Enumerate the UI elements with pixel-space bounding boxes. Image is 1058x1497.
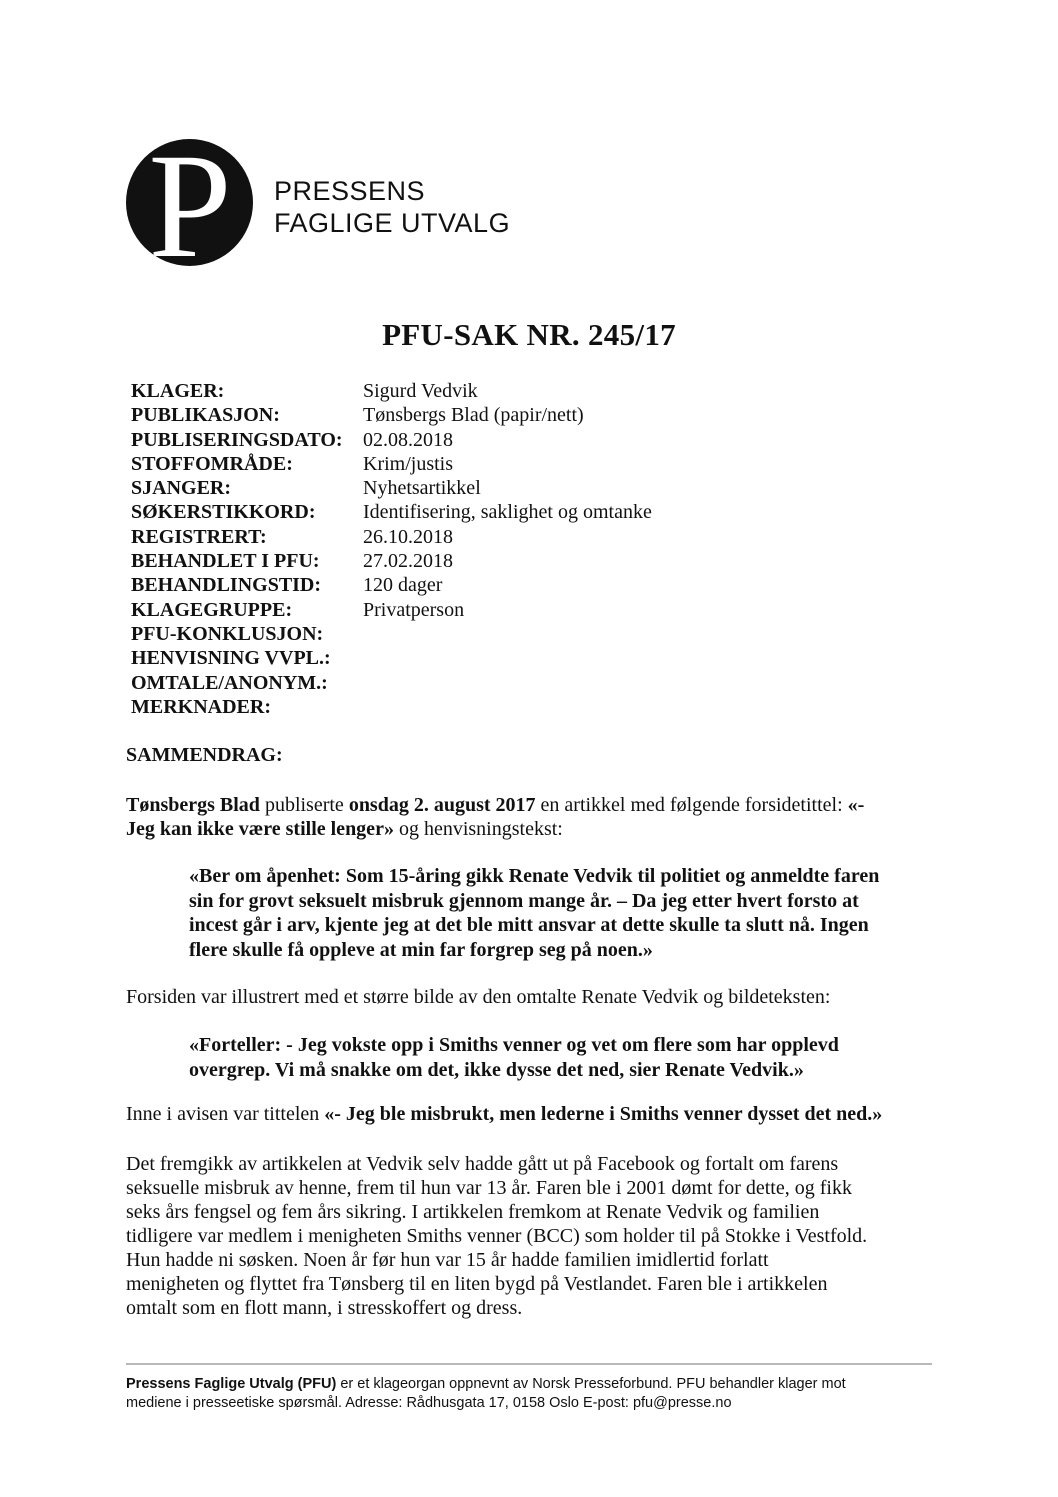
meta-label: MERKNADER: xyxy=(131,695,271,718)
meta-value: Sigurd Vedvik xyxy=(363,380,478,402)
intro-front-title: Jeg kan ikke være stille lenger» xyxy=(126,818,394,840)
inside-title-text: Inne i avisen var tittelen xyxy=(126,1103,325,1125)
meta-value: 02.08.2018 xyxy=(363,428,453,451)
meta-label: PUBLIKASJON: xyxy=(131,404,280,427)
meta-value: 120 dager xyxy=(363,574,443,597)
intro-quote-open: «- xyxy=(847,794,865,816)
article-line: Det fremgikk av artikkelen at Vedvik selv hadde gått ut på Facebook og fortalt om farens xyxy=(126,1153,839,1175)
logo-mark-letter: P xyxy=(148,139,232,266)
meta-label: BEHANDLINGSTID: xyxy=(131,574,322,597)
inside-title: «- Jeg ble misbrukt, men lederne i Smiths venner dysset det ned.» xyxy=(324,1103,883,1125)
intro-line-2 xyxy=(126,817,926,841)
article-line: omtalt som en flott mann, i stresskoffert og dress. xyxy=(126,1297,523,1319)
meta-value: Tønsbergs Blad (papir/nett) xyxy=(363,404,584,427)
quote-caption xyxy=(189,1033,929,1082)
meta-label: KLAGER: xyxy=(131,380,225,402)
meta-label: KLAGEGRUPPE: xyxy=(131,598,293,621)
intro-line-1 xyxy=(126,793,926,817)
meta-label: HENVISNING VVPL.: xyxy=(131,647,331,670)
meta-label: SØKERSTIKKORD: xyxy=(131,501,316,524)
summary-heading: SAMMENDRAG: xyxy=(126,744,283,766)
quote-reference-text xyxy=(189,864,929,962)
footer-line-1: er et klageorgan oppnevnt av Norsk Presseforbund. PFU behandler klager mot xyxy=(336,1376,846,1392)
logo-p-glyph xyxy=(126,139,253,266)
meta-label: REGISTRERT: xyxy=(131,525,267,548)
case-title: PFU-SAK NR. 245/17 xyxy=(382,317,676,352)
quote-line: sin for grovt seksuelt misbruk gjennom mange år. – Da jeg etter hvert forsto at xyxy=(189,889,859,912)
meta-value: Privatperson xyxy=(363,598,465,621)
paragraph-intro xyxy=(126,793,926,841)
footer-line-2: mediene i presseetiske spørsmål. Adresse: Rådhusgata 17, 0158 Oslo E-post: pfu@presse.no xyxy=(126,1395,732,1411)
meta-value: 26.10.2018 xyxy=(363,525,453,548)
meta-value: Identifisering, saklighet og omtanke xyxy=(363,501,652,524)
paragraph-article-details xyxy=(126,1152,926,1320)
meta-label: PUBLISERINGSDATO: xyxy=(131,428,343,451)
logo-line-1: PRESSENS xyxy=(274,176,426,206)
quote-line: flere skulle få oppleve at min far forgrep seg på noen.» xyxy=(189,938,653,961)
article-line: tidligere var medlem i menigheten Smiths venner (BCC) som holder til på Stokke i Vestfold. xyxy=(126,1225,868,1247)
intro-text-1: publiserte xyxy=(259,794,349,816)
quote-line: incest går i arv, kjente jeg at det ble mitt ansvar at dette skulle ta slutt nå. Ingen xyxy=(189,914,869,936)
caption-line: overgrep. Vi må snakke om det, ikke dysse det ned, sier Renate Vedvik.» xyxy=(189,1058,804,1081)
meta-value: Krim/justis xyxy=(363,452,454,475)
meta-value: Nyhetsartikkel xyxy=(363,477,481,500)
logo-line-2: FAGLIGE UTVALG xyxy=(274,208,511,238)
meta-label: PFU-KONKLUSJON: xyxy=(131,622,324,645)
paragraph-front-image xyxy=(126,985,926,1009)
intro-text-3: og henvisningstekst: xyxy=(393,818,563,840)
article-line: seksuelle misbruk av henne, frem til hun var 13 år. Faren ble i 2001 dømt for dette, og fikk xyxy=(126,1177,852,1199)
logo-mark-icon xyxy=(126,139,253,266)
footer xyxy=(126,1375,936,1413)
caption-line: «Forteller: - Jeg vokste opp i Smiths venner og vet om flere som har opplevd xyxy=(189,1034,839,1056)
intro-text-2: en artikkel med følgende forsidetittel: xyxy=(535,794,848,816)
footer-divider xyxy=(126,1363,932,1365)
front-image-text: Forsiden var illustrert med et større bilde av den omtalte Renate Vedvik og bildeteksten: xyxy=(126,986,831,1008)
article-line: Hun hadde ni søsken. Noen år før hun var 15 år hadde familien imidlertid forlatt xyxy=(126,1249,769,1271)
meta-label: STOFFOMRÅDE: xyxy=(131,452,293,475)
quote-line: «Ber om åpenhet: Som 15-åring gikk Renate Vedvik til politiet og anmeldte faren xyxy=(189,865,880,887)
paragraph-inside-title xyxy=(126,1102,926,1126)
logo-wordmark xyxy=(274,175,510,239)
meta-label: BEHANDLET I PFU: xyxy=(131,550,320,573)
article-line: seks års fengsel og fem års sikring. I artikkelen fremkom at Renate Vedvik og familien xyxy=(126,1201,820,1223)
footer-org-name: Pressens Faglige Utvalg (PFU) xyxy=(126,1376,337,1392)
meta-label: OMTALE/ANONYM.: xyxy=(131,671,328,694)
article-line: menigheten og flyttet fra Tønsberg til en liten bygd på Vestlandet. Faren ble i artikkelen xyxy=(126,1273,828,1295)
intro-date: onsdag 2. august 2017 xyxy=(348,794,536,816)
meta-value: 27.02.2018 xyxy=(363,550,453,573)
pfu-logo xyxy=(126,139,511,269)
meta-label: SJANGER: xyxy=(131,477,232,500)
intro-publication: Tønsbergs Blad xyxy=(126,794,260,816)
